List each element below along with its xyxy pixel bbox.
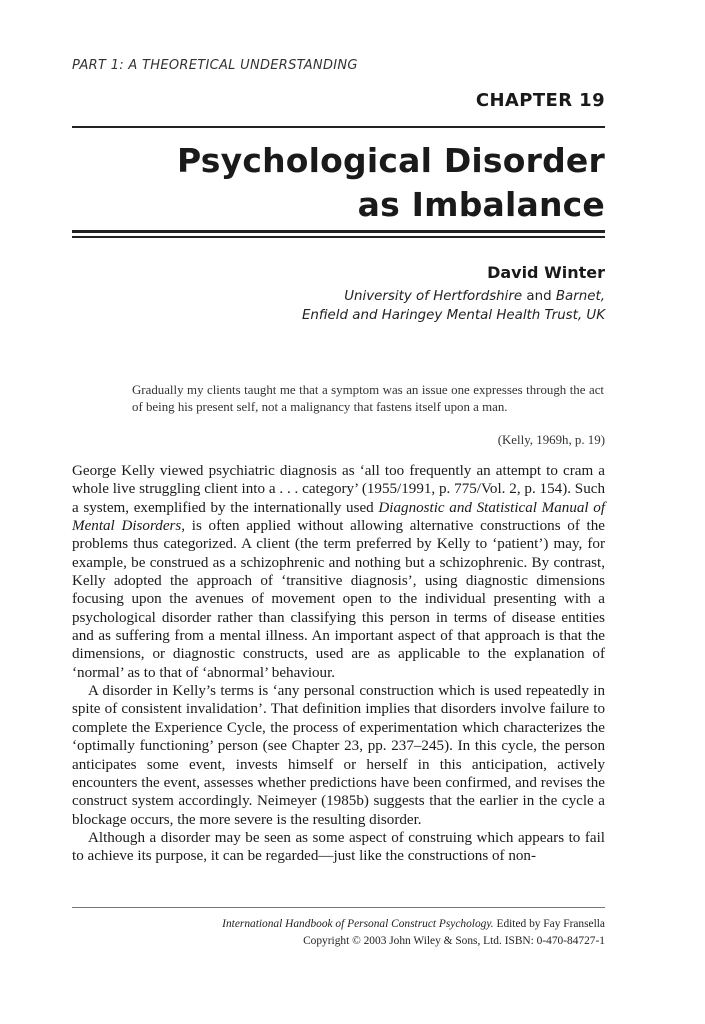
epigraph-text: Gradually my clients taught me that a symptom was an issue one expresses through the act of being his present self, not a malignancy that fastens itself upon a man. <box>132 383 604 414</box>
paragraph-1 <box>72 462 605 682</box>
title-rule-thin <box>72 236 605 238</box>
footer-edited-by: Edited by Fay Fransella <box>496 918 605 930</box>
title-rule-thick <box>72 230 605 233</box>
author-affiliation <box>185 287 605 325</box>
paragraph-2: A disorder in Kelly’s terms is ‘any personal construction which is used repeatedly in spite of consistent invalidation’. That definition implies that disorders involve failure to complete the Experience Cycle, the process of experimentation which characterizes the ‘optimally functioning’ person (see Chapter 23, pp. 237–245). In this cycle, the person anticipates some event, invests himself or herself in this anticipation, actively encounters the event, assesses whether predictions have been confirmed, and revises the construct system accordingly. Neimeyer (1985b) suggests that the earlier in the cycle a blockage occurs, the more severe is the resulting disorder. <box>72 683 605 828</box>
footer-rule <box>72 907 605 908</box>
author-name: David Winter <box>487 263 605 282</box>
chapter-title <box>177 139 605 227</box>
affiliation-barnet: Barnet, <box>555 289 605 304</box>
body-text <box>72 462 605 866</box>
footer-book-title: International Handbook of Personal Construct Psychology. <box>222 918 494 930</box>
affiliation-university: University of Hertfordshire <box>344 289 523 304</box>
affiliation-and: and <box>526 289 552 304</box>
top-rule <box>72 126 605 128</box>
paragraph-3: Although a disorder may be seen as some aspect of construing which appears to fail to achieve its purpose, it can be regarded—just like the constructions of non- <box>72 829 605 865</box>
affiliation-line-1 <box>185 287 605 306</box>
epigraph-citation: (Kelly, 1969h, p. 19) <box>497 433 605 447</box>
chapter-title-line-1: Psychological Disorder <box>176 141 605 180</box>
footer-line-1 <box>222 916 605 933</box>
running-head: PART 1: A THEORETICAL UNDERSTANDING <box>72 58 358 73</box>
chapter-label: CHAPTER 19 <box>475 90 605 111</box>
paragraph-1-italic-title: Diagnostic and Statistical Manual of Mental Disorders <box>72 499 606 535</box>
footer <box>222 916 605 950</box>
chapter-title-line-2: as Imbalance <box>357 185 605 224</box>
affiliation-line-2: Enfield and Haringey Mental Health Trust, UK <box>301 308 605 323</box>
paragraph-1-part-b: , is often applied without allowing alternative constructions of the problems thus categorized. A client (the term preferred by Kelly to ‘patient’) may, for example, be construed as a schizophrenic and nothing but a schizophrenic. By contrast, Kelly adopted the approach of ‘transitive diagnosis’, using diagnostic dimensions focusing upon the avenues of movement open to the individual presenting with a psychological disorder rather than classifying this person in terms of disease entities and as suffering from a mental illness. An important aspect of that approach is that the dimensions, or diagnostic constructs, used are as applicable to the explanation of ‘normal’ as to that of ‘abnormal’ behaviour. <box>72 518 605 681</box>
paragraph-1-part-a: George Kelly viewed psychiatric diagnosis as ‘all too frequently an attempt to cram a whole live struggling client into a . . . category’ (1955/1991, p. 775/Vol. 2, p. 154). Such a system, exemplified by the internationally used <box>72 463 605 516</box>
footer-copyright: Copyright © 2003 John Wiley & Sons, Ltd. ISBN: 0-470-84727-1 <box>303 935 605 947</box>
